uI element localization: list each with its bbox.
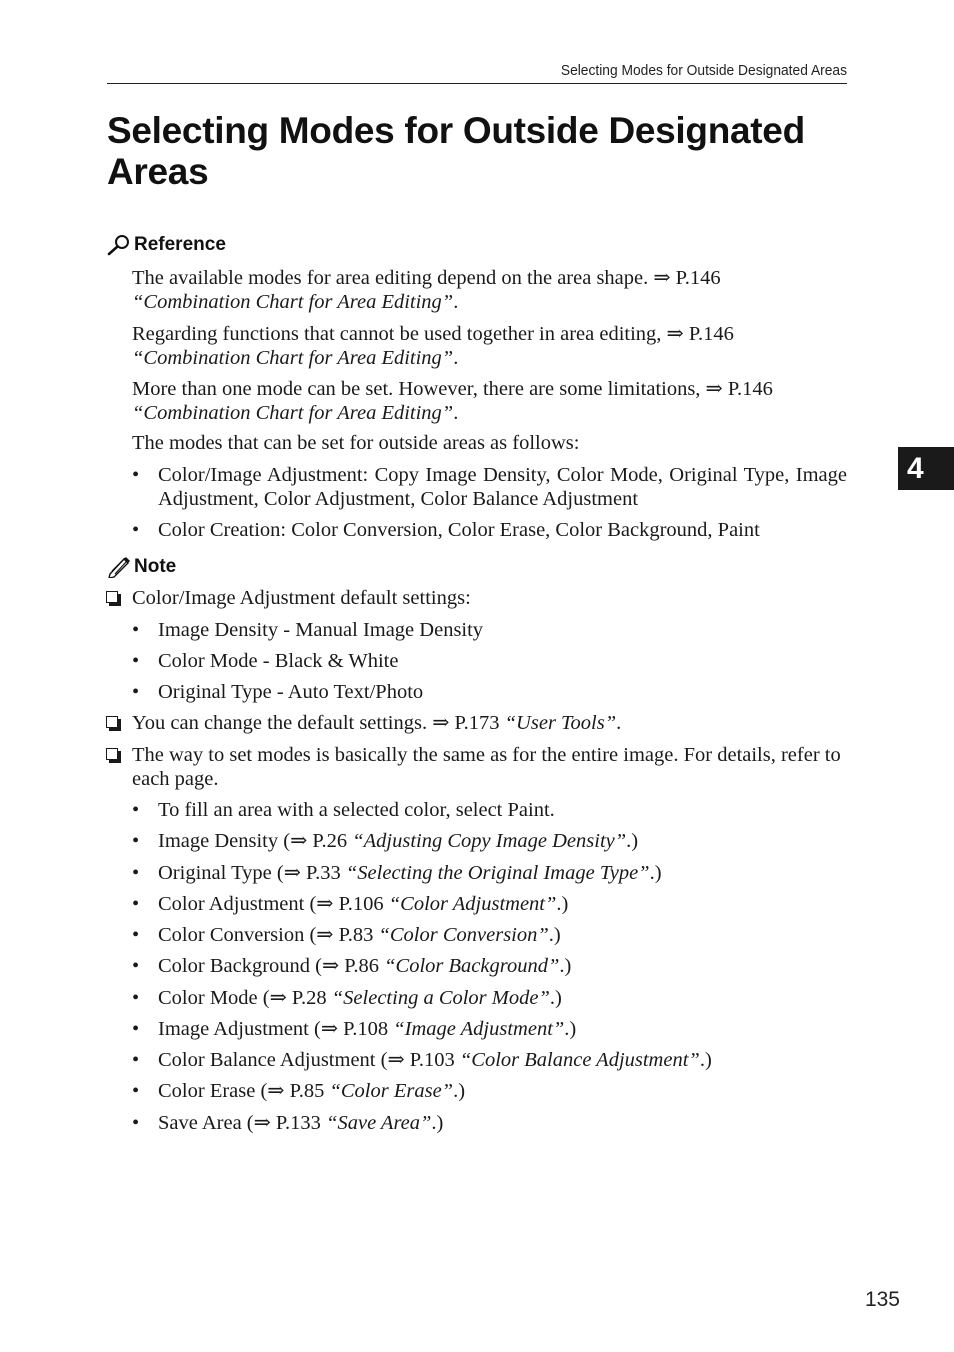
chapter-tab: 4	[898, 447, 954, 490]
reference-paragraph: Regarding functions that cannot be used together in area editing, ⇒ P.146 “Combination Chart for Area Editing”.	[132, 323, 734, 369]
page-number: 135	[864, 1288, 900, 1311]
list-item: • Color/Image Adjustment: Copy Image Density, Color Mode, Original Type, Image Adjustment, Color Adjustment, Color Balance Adjustment	[132, 464, 847, 510]
list-item: • Color Mode - Black & White	[132, 650, 399, 672]
cross-reference-link[interactable]: “Color Background”	[384, 955, 560, 977]
pencil-icon	[107, 556, 134, 578]
running-header: Selecting Modes for Outside Designated Areas	[560, 62, 847, 79]
cross-reference-link[interactable]: “Combination Chart for Area Editing”	[132, 347, 454, 369]
list-item: • Color Conversion (⇒ P.83 “Color Conversion”.)	[132, 924, 561, 946]
cross-reference-link[interactable]: “User Tools”	[504, 712, 617, 734]
note-heading	[107, 556, 176, 578]
cross-reference-link[interactable]: “Selecting the Original Image Type”	[345, 862, 650, 884]
list-item: • Color Background (⇒ P.86 “Color Background”.)	[132, 955, 572, 977]
list-item: • Color Creation: Color Conversion, Color Erase, Color Background, Paint	[132, 519, 760, 541]
cross-reference-link[interactable]: “Color Adjustment”	[388, 893, 557, 915]
header-rule	[107, 83, 847, 84]
list-item: • Image Density (⇒ P.26 “Adjusting Copy Image Density”.)	[132, 830, 639, 852]
list-item: • Image Density - Manual Image Density	[132, 619, 484, 641]
note-heading-label: Note	[134, 556, 177, 577]
cross-reference-link[interactable]: “Combination Chart for Area Editing”	[132, 291, 454, 313]
reference-heading	[107, 234, 226, 256]
checkbox-bullet-icon	[106, 591, 118, 603]
list-item: • To fill an area with a selected color, select Paint.	[132, 799, 555, 821]
list-item: • Color Balance Adjustment (⇒ P.103 “Color Balance Adjustment”.)	[132, 1049, 712, 1071]
page-title: Selecting Modes for Outside Designated Areas	[107, 110, 805, 192]
list-item: • Save Area (⇒ P.133 “Save Area”.)	[132, 1112, 444, 1134]
cross-reference-link[interactable]: “Color Balance Adjustment”	[459, 1049, 700, 1071]
list-item: • Color Mode (⇒ P.28 “Selecting a Color Mode”.)	[132, 987, 562, 1009]
list-item: • Color Erase (⇒ P.85 “Color Erase”.)	[132, 1080, 466, 1102]
cross-reference-link[interactable]: “Image Adjustment”	[393, 1018, 565, 1040]
cross-reference-link[interactable]: “Combination Chart for Area Editing”	[132, 402, 454, 424]
reference-paragraph: More than one mode can be set. However, there are some limitations, ⇒ P.146 “Combination Chart for Area Editing”.	[132, 378, 773, 424]
modes-intro: The modes that can be set for outside areas as follows:	[132, 432, 580, 454]
note-item: Color/Image Adjustment default settings:	[106, 586, 847, 610]
cross-reference-link[interactable]: “Save Area”	[326, 1112, 432, 1134]
reference-heading-label: Reference	[134, 234, 226, 255]
reference-paragraph: The available modes for area editing depend on the area shape. ⇒ P.146 “Combination Chart for Area Editing”.	[132, 267, 721, 313]
cross-reference-link[interactable]: “Selecting a Color Mode”	[331, 987, 550, 1009]
list-item: • Color Adjustment (⇒ P.106 “Color Adjustment”.)	[132, 893, 569, 915]
note-item: The way to set modes is basically the same as for the entire image. For details, refer to each page.	[106, 743, 847, 791]
list-item: • Original Type - Auto Text/Photo	[132, 681, 424, 703]
cross-reference-link[interactable]: “Color Erase”	[329, 1080, 454, 1102]
list-item: • Image Adjustment (⇒ P.108 “Image Adjustment”.)	[132, 1018, 577, 1040]
list-item: • Original Type (⇒ P.33 “Selecting the Original Image Type”.)	[132, 862, 662, 884]
checkbox-bullet-icon	[106, 716, 118, 728]
cross-reference-link[interactable]: “Color Conversion”	[378, 924, 549, 946]
cross-reference-link[interactable]: “Adjusting Copy Image Density”	[352, 830, 627, 852]
magnifier-icon	[107, 234, 134, 256]
checkbox-bullet-icon	[106, 748, 118, 760]
note-item: You can change the default settings. ⇒ P.173 “User Tools”.	[106, 711, 847, 735]
